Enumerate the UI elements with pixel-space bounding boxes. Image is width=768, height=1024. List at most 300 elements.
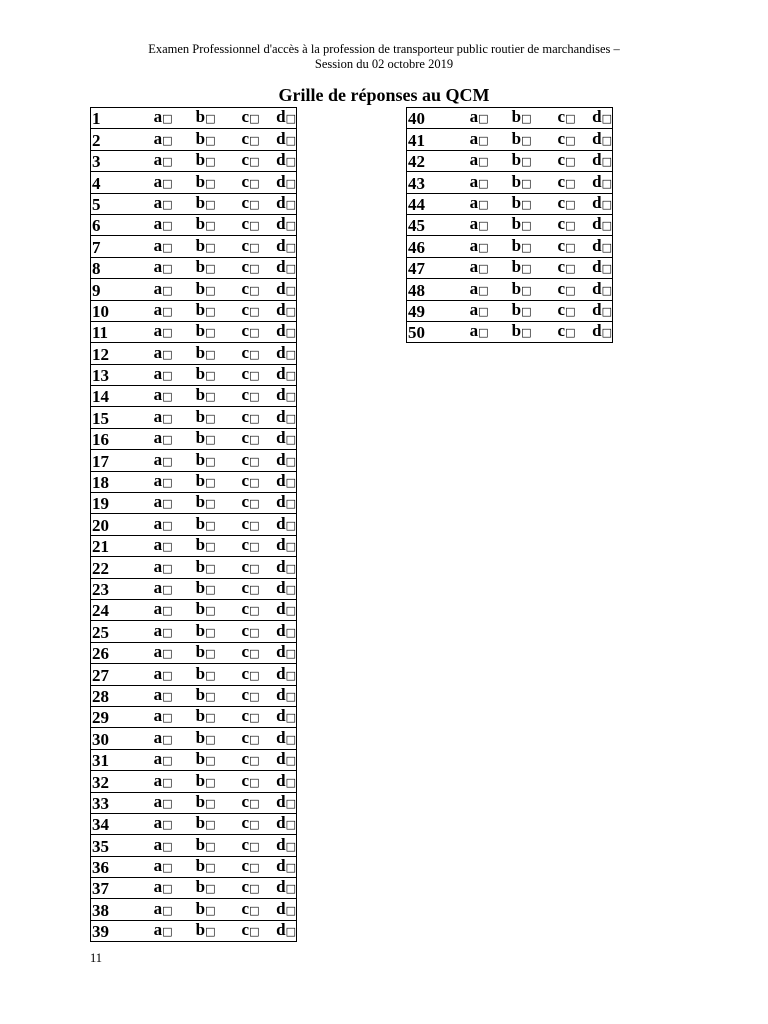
answer-option-c[interactable] — [216, 792, 260, 813]
checkbox-icon[interactable]: □ — [285, 433, 296, 447]
checkbox-icon[interactable]: □ — [205, 882, 216, 896]
checkbox-icon[interactable]: □ — [162, 540, 173, 554]
checkbox-icon[interactable]: □ — [205, 818, 216, 832]
answer-option-b[interactable] — [173, 428, 216, 449]
answer-option-d[interactable] — [260, 664, 297, 685]
checkbox-icon[interactable]: □ — [285, 796, 296, 810]
checkbox-icon[interactable]: □ — [249, 240, 260, 254]
checkbox-icon[interactable]: □ — [285, 518, 296, 532]
checkbox-icon[interactable]: □ — [285, 647, 296, 661]
checkbox-icon[interactable]: □ — [601, 304, 612, 318]
answer-option-d[interactable] — [260, 792, 297, 813]
answer-option-d[interactable] — [576, 236, 613, 257]
checkbox-icon[interactable]: □ — [285, 882, 296, 896]
answer-option-d[interactable] — [260, 535, 297, 556]
answer-option-b[interactable] — [173, 471, 216, 492]
answer-option-b[interactable] — [173, 321, 216, 342]
answer-option-d[interactable] — [260, 557, 297, 578]
answer-option-b[interactable] — [173, 835, 216, 856]
answer-option-d[interactable] — [576, 300, 613, 321]
answer-option-c[interactable] — [216, 920, 260, 941]
checkbox-icon[interactable]: □ — [162, 219, 173, 233]
answer-option-c[interactable] — [216, 471, 260, 492]
answer-option-a[interactable] — [133, 642, 173, 663]
checkbox-icon[interactable]: □ — [249, 839, 260, 853]
answer-option-b[interactable] — [173, 899, 216, 920]
checkbox-icon[interactable]: □ — [285, 925, 296, 939]
answer-option-b[interactable] — [173, 599, 216, 620]
checkbox-icon[interactable]: □ — [249, 176, 260, 190]
checkbox-icon[interactable]: □ — [162, 112, 173, 126]
answer-option-d[interactable] — [260, 321, 297, 342]
answer-option-b[interactable] — [173, 749, 216, 770]
checkbox-icon[interactable]: □ — [205, 839, 216, 853]
answer-option-a[interactable] — [449, 236, 489, 257]
answer-option-a[interactable] — [133, 835, 173, 856]
answer-option-b[interactable] — [489, 257, 532, 278]
checkbox-icon[interactable]: □ — [249, 561, 260, 575]
checkbox-icon[interactable]: □ — [565, 112, 576, 126]
answer-option-a[interactable] — [133, 450, 173, 471]
answer-option-b[interactable] — [173, 557, 216, 578]
checkbox-icon[interactable]: □ — [162, 775, 173, 789]
checkbox-icon[interactable]: □ — [162, 133, 173, 147]
checkbox-icon[interactable]: □ — [162, 497, 173, 511]
checkbox-icon[interactable]: □ — [249, 369, 260, 383]
checkbox-icon[interactable]: □ — [162, 861, 173, 875]
answer-option-b[interactable] — [173, 300, 216, 321]
answer-option-b[interactable] — [489, 150, 532, 171]
answer-option-d[interactable] — [260, 279, 297, 300]
answer-option-d[interactable] — [260, 642, 297, 663]
checkbox-icon[interactable]: □ — [162, 283, 173, 297]
checkbox-icon[interactable]: □ — [249, 903, 260, 917]
answer-option-b[interactable] — [173, 493, 216, 514]
checkbox-icon[interactable]: □ — [205, 112, 216, 126]
checkbox-icon[interactable]: □ — [249, 411, 260, 425]
checkbox-icon[interactable]: □ — [162, 754, 173, 768]
answer-option-c[interactable] — [532, 236, 576, 257]
checkbox-icon[interactable]: □ — [162, 925, 173, 939]
checkbox-icon[interactable]: □ — [205, 304, 216, 318]
answer-option-b[interactable] — [173, 236, 216, 257]
checkbox-icon[interactable]: □ — [601, 155, 612, 169]
answer-option-a[interactable] — [133, 664, 173, 685]
checkbox-icon[interactable]: □ — [162, 262, 173, 276]
answer-option-c[interactable] — [216, 535, 260, 556]
checkbox-icon[interactable]: □ — [285, 304, 296, 318]
answer-option-c[interactable] — [216, 214, 260, 235]
answer-option-c[interactable] — [216, 343, 260, 364]
answer-option-a[interactable] — [133, 214, 173, 235]
answer-option-c[interactable] — [216, 236, 260, 257]
answer-option-d[interactable] — [260, 728, 297, 749]
answer-option-a[interactable] — [133, 878, 173, 899]
answer-option-d[interactable] — [260, 257, 297, 278]
answer-option-b[interactable] — [173, 878, 216, 899]
checkbox-icon[interactable]: □ — [249, 540, 260, 554]
checkbox-icon[interactable]: □ — [249, 219, 260, 233]
answer-option-c[interactable] — [532, 129, 576, 150]
answer-option-a[interactable] — [449, 129, 489, 150]
answer-option-d[interactable] — [576, 108, 613, 129]
checkbox-icon[interactable]: □ — [521, 176, 532, 190]
answer-option-d[interactable] — [260, 599, 297, 620]
checkbox-icon[interactable]: □ — [285, 604, 296, 618]
answer-option-a[interactable] — [133, 129, 173, 150]
answer-option-d[interactable] — [260, 514, 297, 535]
answer-option-c[interactable] — [216, 129, 260, 150]
answer-option-a[interactable] — [133, 771, 173, 792]
answer-option-d[interactable] — [260, 343, 297, 364]
checkbox-icon[interactable]: □ — [249, 604, 260, 618]
answer-option-a[interactable] — [133, 407, 173, 428]
checkbox-icon[interactable]: □ — [249, 711, 260, 725]
checkbox-icon[interactable]: □ — [478, 283, 489, 297]
answer-option-a[interactable] — [133, 236, 173, 257]
answer-option-c[interactable] — [532, 108, 576, 129]
answer-option-c[interactable] — [216, 813, 260, 834]
answer-option-d[interactable] — [260, 878, 297, 899]
checkbox-icon[interactable]: □ — [285, 732, 296, 746]
answer-option-c[interactable] — [532, 214, 576, 235]
checkbox-icon[interactable]: □ — [285, 711, 296, 725]
checkbox-icon[interactable]: □ — [205, 197, 216, 211]
answer-option-a[interactable] — [449, 279, 489, 300]
answer-option-a[interactable] — [449, 300, 489, 321]
answer-option-a[interactable] — [133, 386, 173, 407]
answer-option-c[interactable] — [532, 193, 576, 214]
checkbox-icon[interactable]: □ — [205, 604, 216, 618]
checkbox-icon[interactable]: □ — [285, 240, 296, 254]
answer-option-c[interactable] — [532, 172, 576, 193]
checkbox-icon[interactable]: □ — [285, 754, 296, 768]
checkbox-icon[interactable]: □ — [521, 262, 532, 276]
checkbox-icon[interactable]: □ — [521, 326, 532, 340]
checkbox-icon[interactable]: □ — [478, 326, 489, 340]
answer-option-a[interactable] — [449, 321, 489, 342]
answer-option-b[interactable] — [489, 214, 532, 235]
answer-option-d[interactable] — [260, 428, 297, 449]
answer-option-a[interactable] — [133, 685, 173, 706]
checkbox-icon[interactable]: □ — [601, 240, 612, 254]
checkbox-icon[interactable]: □ — [601, 112, 612, 126]
checkbox-icon[interactable]: □ — [162, 411, 173, 425]
answer-option-b[interactable] — [173, 685, 216, 706]
answer-option-a[interactable] — [449, 193, 489, 214]
checkbox-icon[interactable]: □ — [205, 903, 216, 917]
checkbox-icon[interactable]: □ — [521, 197, 532, 211]
checkbox-icon[interactable]: □ — [521, 219, 532, 233]
checkbox-icon[interactable]: □ — [249, 326, 260, 340]
answer-option-d[interactable] — [260, 364, 297, 385]
checkbox-icon[interactable]: □ — [478, 197, 489, 211]
answer-option-b[interactable] — [489, 108, 532, 129]
checkbox-icon[interactable]: □ — [205, 411, 216, 425]
checkbox-icon[interactable]: □ — [249, 796, 260, 810]
answer-option-c[interactable] — [216, 493, 260, 514]
answer-option-d[interactable] — [260, 578, 297, 599]
checkbox-icon[interactable]: □ — [162, 476, 173, 490]
answer-option-b[interactable] — [489, 321, 532, 342]
answer-option-d[interactable] — [260, 771, 297, 792]
answer-option-a[interactable] — [133, 728, 173, 749]
checkbox-icon[interactable]: □ — [249, 283, 260, 297]
answer-option-c[interactable] — [216, 621, 260, 642]
checkbox-icon[interactable]: □ — [521, 304, 532, 318]
answer-option-a[interactable] — [133, 108, 173, 129]
checkbox-icon[interactable]: □ — [285, 326, 296, 340]
answer-option-d[interactable] — [260, 386, 297, 407]
checkbox-icon[interactable]: □ — [205, 155, 216, 169]
answer-option-a[interactable] — [133, 493, 173, 514]
checkbox-icon[interactable]: □ — [162, 347, 173, 361]
checkbox-icon[interactable]: □ — [249, 518, 260, 532]
checkbox-icon[interactable]: □ — [565, 326, 576, 340]
checkbox-icon[interactable]: □ — [162, 369, 173, 383]
answer-option-c[interactable] — [216, 899, 260, 920]
answer-option-d[interactable] — [260, 856, 297, 877]
answer-option-a[interactable] — [133, 920, 173, 941]
checkbox-icon[interactable]: □ — [249, 732, 260, 746]
checkbox-icon[interactable]: □ — [162, 689, 173, 703]
answer-option-c[interactable] — [216, 728, 260, 749]
checkbox-icon[interactable]: □ — [205, 433, 216, 447]
answer-option-d[interactable] — [260, 685, 297, 706]
checkbox-icon[interactable]: □ — [285, 262, 296, 276]
answer-option-b[interactable] — [489, 129, 532, 150]
answer-option-c[interactable] — [216, 364, 260, 385]
answer-option-d[interactable] — [576, 214, 613, 235]
checkbox-icon[interactable]: □ — [249, 882, 260, 896]
answer-option-b[interactable] — [173, 813, 216, 834]
checkbox-icon[interactable]: □ — [478, 262, 489, 276]
checkbox-icon[interactable]: □ — [205, 369, 216, 383]
checkbox-icon[interactable]: □ — [162, 711, 173, 725]
checkbox-icon[interactable]: □ — [205, 711, 216, 725]
checkbox-icon[interactable]: □ — [601, 326, 612, 340]
checkbox-icon[interactable]: □ — [249, 668, 260, 682]
checkbox-icon[interactable]: □ — [249, 390, 260, 404]
checkbox-icon[interactable]: □ — [162, 326, 173, 340]
answer-option-b[interactable] — [173, 642, 216, 663]
checkbox-icon[interactable]: □ — [249, 197, 260, 211]
checkbox-icon[interactable]: □ — [521, 112, 532, 126]
answer-option-c[interactable] — [532, 321, 576, 342]
checkbox-icon[interactable]: □ — [285, 540, 296, 554]
checkbox-icon[interactable]: □ — [249, 454, 260, 468]
checkbox-icon[interactable]: □ — [205, 625, 216, 639]
answer-option-a[interactable] — [133, 813, 173, 834]
answer-option-d[interactable] — [260, 899, 297, 920]
checkbox-icon[interactable]: □ — [162, 604, 173, 618]
answer-option-a[interactable] — [133, 364, 173, 385]
checkbox-icon[interactable]: □ — [285, 369, 296, 383]
checkbox-icon[interactable]: □ — [162, 882, 173, 896]
answer-option-a[interactable] — [133, 150, 173, 171]
answer-option-c[interactable] — [532, 257, 576, 278]
answer-option-d[interactable] — [260, 749, 297, 770]
answer-option-d[interactable] — [260, 214, 297, 235]
answer-option-a[interactable] — [133, 257, 173, 278]
checkbox-icon[interactable]: □ — [565, 176, 576, 190]
checkbox-icon[interactable]: □ — [205, 861, 216, 875]
checkbox-icon[interactable]: □ — [205, 668, 216, 682]
answer-option-c[interactable] — [216, 108, 260, 129]
answer-option-b[interactable] — [489, 172, 532, 193]
answer-option-c[interactable] — [216, 428, 260, 449]
answer-option-b[interactable] — [173, 343, 216, 364]
checkbox-icon[interactable]: □ — [285, 903, 296, 917]
answer-option-a[interactable] — [133, 172, 173, 193]
checkbox-icon[interactable]: □ — [521, 155, 532, 169]
answer-option-a[interactable] — [133, 343, 173, 364]
checkbox-icon[interactable]: □ — [565, 304, 576, 318]
checkbox-icon[interactable]: □ — [162, 647, 173, 661]
checkbox-icon[interactable]: □ — [205, 347, 216, 361]
answer-option-d[interactable] — [260, 450, 297, 471]
checkbox-icon[interactable]: □ — [478, 133, 489, 147]
checkbox-icon[interactable]: □ — [205, 732, 216, 746]
checkbox-icon[interactable]: □ — [205, 176, 216, 190]
checkbox-icon[interactable]: □ — [478, 240, 489, 254]
answer-option-b[interactable] — [173, 364, 216, 385]
answer-option-a[interactable] — [449, 214, 489, 235]
answer-option-d[interactable] — [576, 321, 613, 342]
checkbox-icon[interactable]: □ — [249, 112, 260, 126]
checkbox-icon[interactable]: □ — [205, 326, 216, 340]
checkbox-icon[interactable]: □ — [205, 796, 216, 810]
checkbox-icon[interactable]: □ — [162, 903, 173, 917]
checkbox-icon[interactable]: □ — [565, 197, 576, 211]
checkbox-icon[interactable]: □ — [285, 454, 296, 468]
answer-option-c[interactable] — [216, 578, 260, 599]
answer-option-c[interactable] — [216, 685, 260, 706]
answer-option-b[interactable] — [173, 856, 216, 877]
checkbox-icon[interactable]: □ — [285, 112, 296, 126]
checkbox-icon[interactable]: □ — [565, 240, 576, 254]
checkbox-icon[interactable]: □ — [285, 197, 296, 211]
answer-option-a[interactable] — [133, 599, 173, 620]
checkbox-icon[interactable]: □ — [285, 561, 296, 575]
checkbox-icon[interactable]: □ — [285, 582, 296, 596]
answer-option-a[interactable] — [133, 578, 173, 599]
checkbox-icon[interactable]: □ — [249, 925, 260, 939]
answer-option-d[interactable] — [260, 813, 297, 834]
answer-option-a[interactable] — [133, 706, 173, 727]
answer-option-c[interactable] — [216, 856, 260, 877]
checkbox-icon[interactable]: □ — [205, 454, 216, 468]
answer-option-b[interactable] — [173, 664, 216, 685]
checkbox-icon[interactable]: □ — [249, 347, 260, 361]
answer-option-d[interactable] — [260, 407, 297, 428]
answer-option-c[interactable] — [216, 514, 260, 535]
answer-option-d[interactable] — [260, 621, 297, 642]
answer-option-b[interactable] — [173, 771, 216, 792]
answer-option-c[interactable] — [216, 193, 260, 214]
checkbox-icon[interactable]: □ — [249, 625, 260, 639]
answer-option-a[interactable] — [133, 856, 173, 877]
checkbox-icon[interactable]: □ — [162, 197, 173, 211]
answer-option-b[interactable] — [173, 920, 216, 941]
checkbox-icon[interactable]: □ — [601, 197, 612, 211]
answer-option-b[interactable] — [173, 386, 216, 407]
checkbox-icon[interactable]: □ — [285, 347, 296, 361]
checkbox-icon[interactable]: □ — [162, 561, 173, 575]
checkbox-icon[interactable]: □ — [249, 262, 260, 276]
answer-option-a[interactable] — [449, 150, 489, 171]
answer-option-b[interactable] — [489, 300, 532, 321]
checkbox-icon[interactable]: □ — [205, 240, 216, 254]
answer-option-b[interactable] — [173, 257, 216, 278]
checkbox-icon[interactable]: □ — [205, 925, 216, 939]
checkbox-icon[interactable]: □ — [249, 155, 260, 169]
answer-option-b[interactable] — [489, 279, 532, 300]
checkbox-icon[interactable]: □ — [478, 176, 489, 190]
checkbox-icon[interactable]: □ — [205, 647, 216, 661]
answer-option-c[interactable] — [216, 279, 260, 300]
checkbox-icon[interactable]: □ — [285, 219, 296, 233]
answer-option-d[interactable] — [260, 706, 297, 727]
answer-option-b[interactable] — [173, 535, 216, 556]
answer-option-c[interactable] — [216, 450, 260, 471]
answer-option-c[interactable] — [216, 300, 260, 321]
answer-option-c[interactable] — [216, 150, 260, 171]
checkbox-icon[interactable]: □ — [285, 176, 296, 190]
answer-option-d[interactable] — [260, 172, 297, 193]
answer-option-d[interactable] — [260, 920, 297, 941]
answer-option-a[interactable] — [449, 172, 489, 193]
answer-option-a[interactable] — [133, 428, 173, 449]
answer-option-b[interactable] — [173, 172, 216, 193]
checkbox-icon[interactable]: □ — [205, 754, 216, 768]
checkbox-icon[interactable]: □ — [285, 411, 296, 425]
checkbox-icon[interactable]: □ — [162, 625, 173, 639]
answer-option-d[interactable] — [260, 193, 297, 214]
checkbox-icon[interactable]: □ — [565, 262, 576, 276]
checkbox-icon[interactable]: □ — [285, 155, 296, 169]
answer-option-a[interactable] — [133, 193, 173, 214]
answer-option-c[interactable] — [532, 279, 576, 300]
answer-option-a[interactable] — [133, 471, 173, 492]
checkbox-icon[interactable]: □ — [285, 497, 296, 511]
checkbox-icon[interactable]: □ — [285, 625, 296, 639]
answer-option-d[interactable] — [260, 236, 297, 257]
checkbox-icon[interactable]: □ — [285, 775, 296, 789]
checkbox-icon[interactable]: □ — [601, 133, 612, 147]
answer-option-a[interactable] — [133, 557, 173, 578]
checkbox-icon[interactable]: □ — [478, 112, 489, 126]
answer-option-a[interactable] — [449, 257, 489, 278]
checkbox-icon[interactable]: □ — [249, 647, 260, 661]
checkbox-icon[interactable]: □ — [162, 454, 173, 468]
answer-option-b[interactable] — [173, 108, 216, 129]
checkbox-icon[interactable]: □ — [521, 240, 532, 254]
answer-option-d[interactable] — [260, 493, 297, 514]
checkbox-icon[interactable]: □ — [285, 476, 296, 490]
checkbox-icon[interactable]: □ — [601, 219, 612, 233]
answer-option-d[interactable] — [260, 300, 297, 321]
checkbox-icon[interactable]: □ — [249, 133, 260, 147]
answer-option-c[interactable] — [216, 172, 260, 193]
answer-option-d[interactable] — [576, 172, 613, 193]
answer-option-a[interactable] — [133, 899, 173, 920]
answer-option-c[interactable] — [216, 706, 260, 727]
answer-option-c[interactable] — [216, 771, 260, 792]
answer-option-c[interactable] — [532, 150, 576, 171]
answer-option-a[interactable] — [133, 749, 173, 770]
checkbox-icon[interactable]: □ — [205, 561, 216, 575]
